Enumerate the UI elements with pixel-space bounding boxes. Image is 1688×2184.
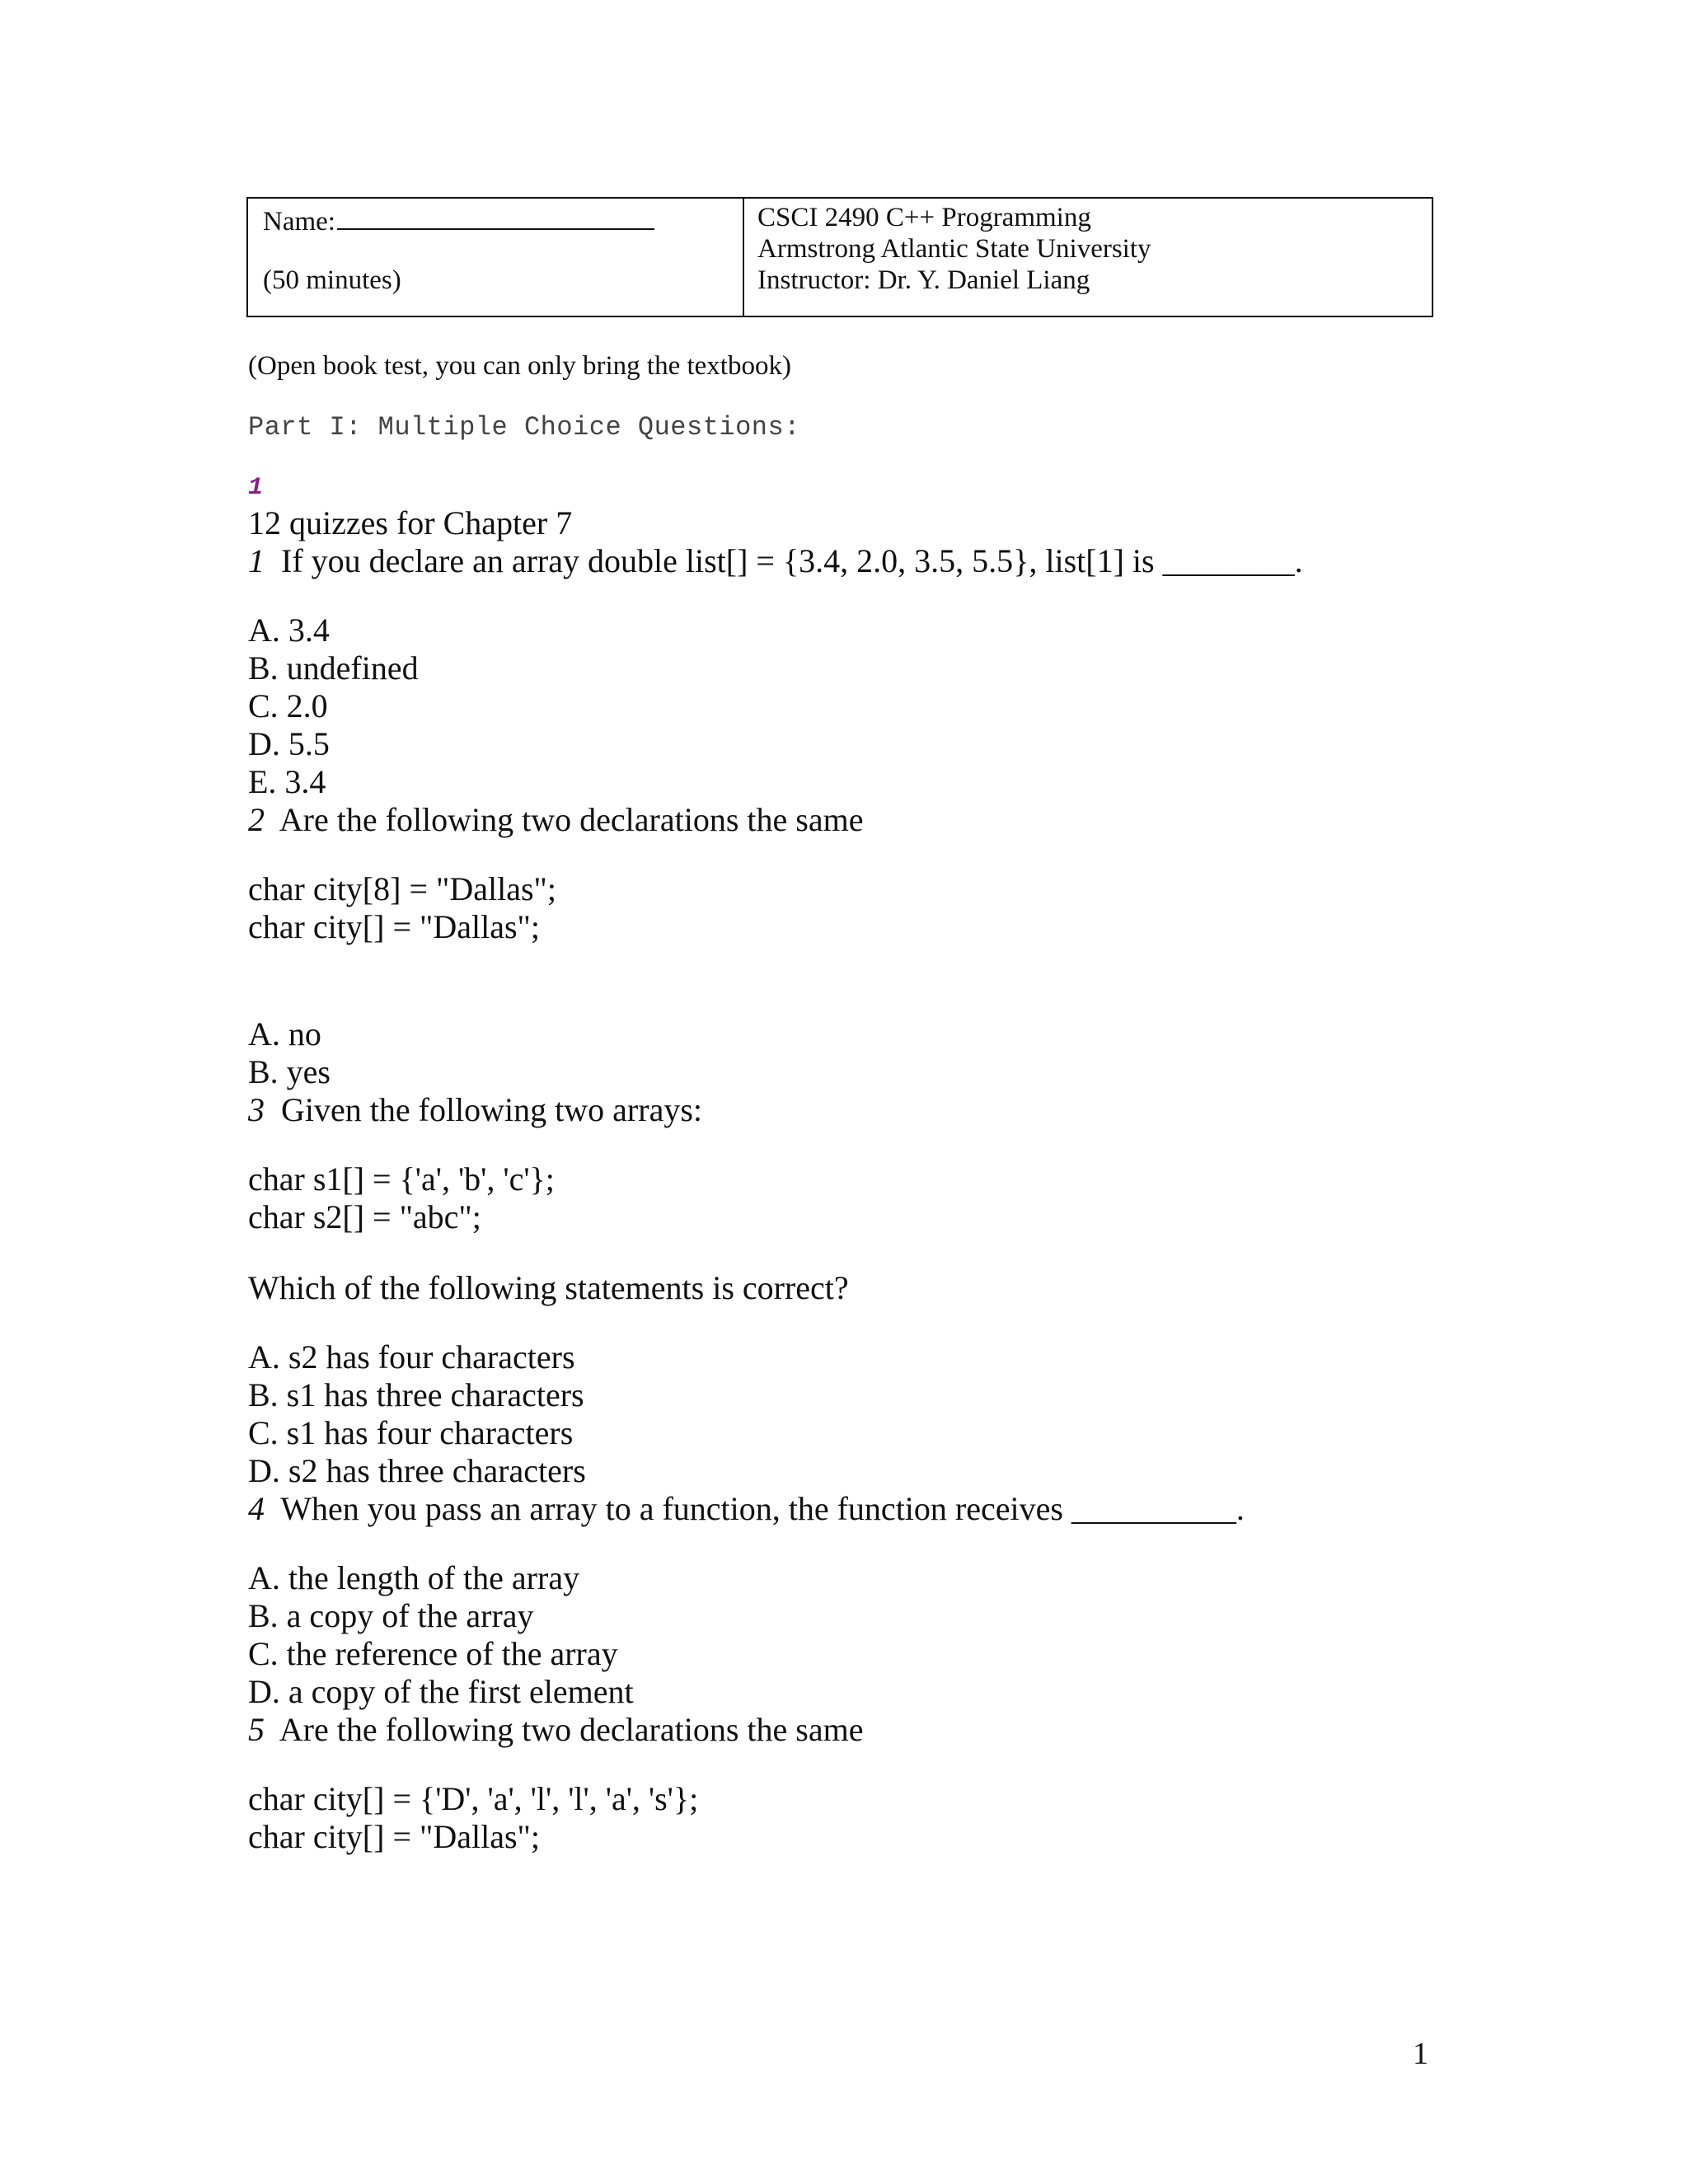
question-text: Are the following two declarations the same bbox=[279, 801, 864, 838]
option: B. yes bbox=[248, 1053, 331, 1090]
question-4 bbox=[248, 1490, 1435, 1528]
questions-body bbox=[248, 504, 1435, 1856]
option: A. no bbox=[248, 1015, 321, 1052]
exam-header-table bbox=[246, 197, 1433, 317]
question-text: Given the following two arrays: bbox=[281, 1091, 702, 1128]
page-number: 1 bbox=[1413, 2036, 1428, 2071]
option: D. a copy of the first element bbox=[248, 1673, 634, 1710]
option: D. 5.5 bbox=[248, 725, 330, 762]
option: C. s1 has four characters bbox=[248, 1414, 574, 1451]
question-number: 3 bbox=[248, 1091, 265, 1128]
question-2 bbox=[248, 801, 1435, 839]
option: D. s2 has three characters bbox=[248, 1452, 586, 1489]
code-line: char city[] = {'D', 'a', 'l', 'l', 'a', 's'}; bbox=[248, 1780, 699, 1817]
option: C. the reference of the array bbox=[248, 1635, 618, 1672]
course-title: CSCI 2490 C++ Programming bbox=[757, 203, 1091, 232]
option: E. 3.4 bbox=[248, 763, 326, 800]
code-line: char s1[] = {'a', 'b', 'c'}; bbox=[248, 1160, 555, 1197]
code-line: char city[8] = "Dallas"; bbox=[248, 870, 556, 907]
name-blank-line bbox=[337, 202, 654, 230]
question-prompt: Which of the following statements is correct? bbox=[248, 1269, 849, 1306]
section-number: 1 bbox=[248, 474, 264, 502]
question-5 bbox=[248, 1711, 1435, 1749]
instructor-name: Instructor: Dr. Y. Daniel Liang bbox=[757, 265, 1090, 295]
code-line: char city[] = "Dallas"; bbox=[248, 908, 540, 945]
part-title: Part I: Multiple Choice Questions: bbox=[248, 412, 800, 443]
question-number: 4 bbox=[248, 1490, 265, 1527]
exam-duration: (50 minutes) bbox=[263, 265, 401, 295]
question-1 bbox=[248, 542, 1435, 580]
option: C. 2.0 bbox=[248, 687, 328, 724]
option: A. 3.4 bbox=[248, 612, 330, 649]
name-field bbox=[263, 202, 743, 237]
question-number: 1 bbox=[248, 542, 265, 579]
header-student-cell bbox=[248, 199, 744, 316]
question-3 bbox=[248, 1091, 1435, 1129]
university-name: Armstrong Atlantic State University bbox=[757, 234, 1151, 264]
option: B. s1 has three characters bbox=[248, 1376, 584, 1413]
option: A. the length of the array bbox=[248, 1559, 580, 1596]
code-line: char city[] = "Dallas"; bbox=[248, 1818, 540, 1855]
option: A. s2 has four characters bbox=[248, 1338, 575, 1376]
name-label: Name: bbox=[263, 207, 335, 237]
question-text: When you pass an array to a function, the function receives __________. bbox=[280, 1490, 1245, 1527]
question-text: If you declare an array double list[] = {3.4, 2.0, 3.5, 5.5}, list[1] is ________. bbox=[281, 542, 1303, 579]
exam-note: (Open book test, you can only bring the textbook) bbox=[248, 351, 791, 381]
question-number: 2 bbox=[248, 801, 265, 838]
code-line: char s2[] = "abc"; bbox=[248, 1198, 481, 1235]
header-course-cell bbox=[744, 199, 1432, 316]
question-text: Are the following two declarations the same bbox=[279, 1711, 864, 1748]
option: B. undefined bbox=[248, 649, 419, 687]
option: B. a copy of the array bbox=[248, 1597, 534, 1634]
question-number: 5 bbox=[248, 1711, 265, 1748]
chapter-title: 12 quizzes for Chapter 7 bbox=[248, 504, 573, 541]
